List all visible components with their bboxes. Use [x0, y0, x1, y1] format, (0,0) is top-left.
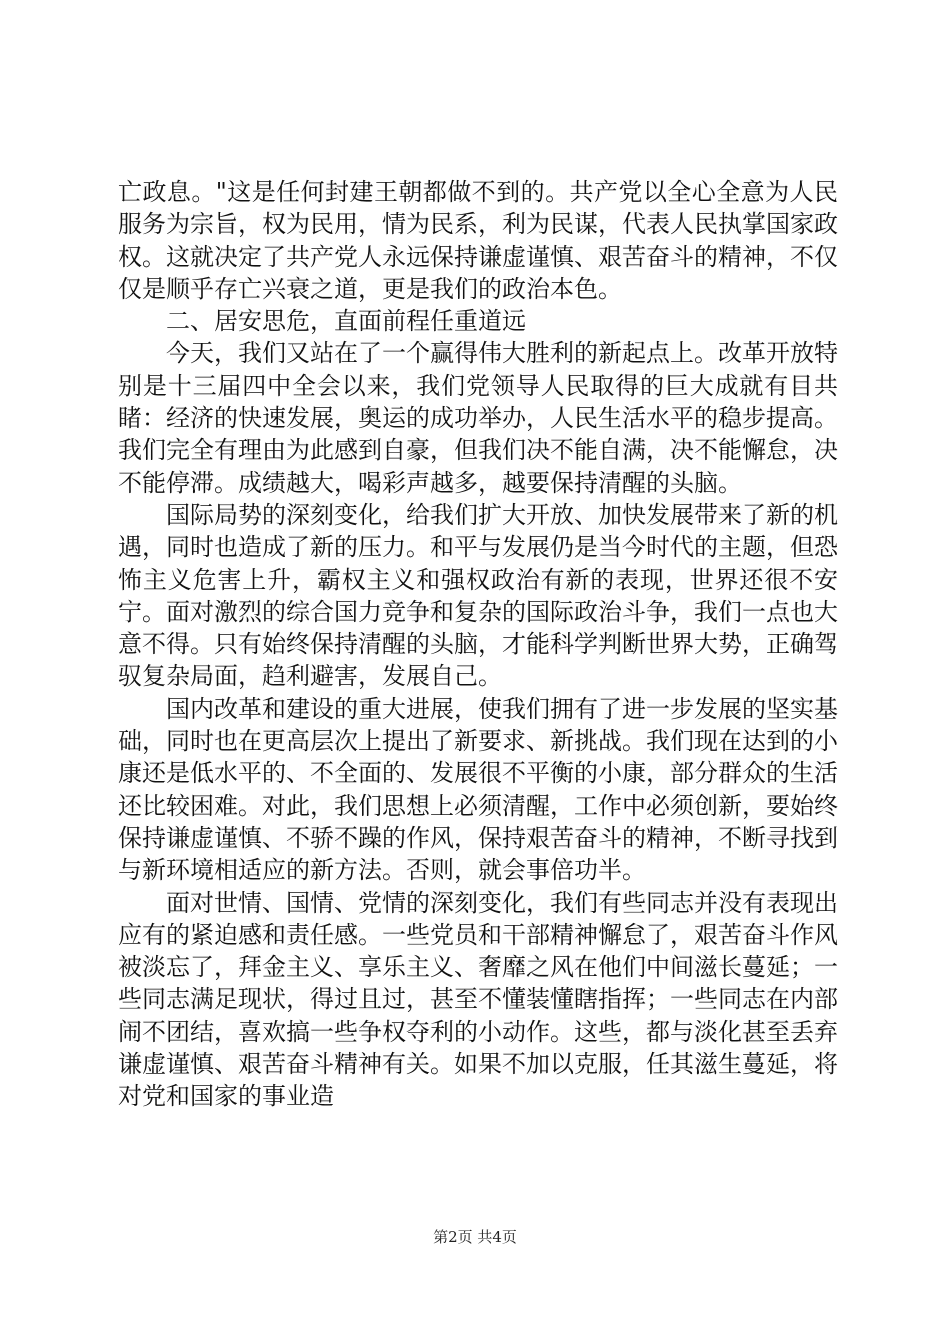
page-footer: 第2页 共4页	[433, 1228, 517, 1246]
paragraph: 国际局势的深刻变化，给我们扩大开放、加快发展带来了新的机遇，同时也造成了新的压力。和平与发展仍是当今时代的主题，但恐怖主义危害上升，霸权主义和强权政治有新的表现，世界还很不安宁。面对激烈的综合国力竞争和复杂的国际政治斗争，我们一点也大意不得。只有始终保持清醒的头脑，才能科学判断世界大势，正确驾驭复杂局面，趋利避害，发展自己。	[118, 500, 838, 691]
body-text	[118, 176, 838, 1113]
paragraph-continuation: 亡政息。"这是任何封建王朝都做不到的。共产党以全心全意为人民服务为宗旨，权为民用，情为民系，利为民谋，代表人民执掌国家政权。这就决定了共产党人永远保持谦虚谨慎、艰苦奋斗的精神，不仅仅是顺乎存亡兴衰之道，更是我们的政治本色。	[118, 178, 838, 303]
paragraph: 国内改革和建设的重大进展，使我们拥有了进一步发展的坚实基础，同时也在更高层次上提出了新要求、新挑战。我们现在达到的小康还是低水平的、不全面的、发展很不平衡的小康，部分群众的生活还比较困难。对此，我们思想上必须清醒，工作中必须创新，要始终保持谦虚谨慎、不骄不躁的作风，保持艰苦奋斗的精神，不断寻找到与新环境相适应的新方法。否则，就会事倍功半。	[118, 694, 838, 885]
paragraph: 今天，我们又站在了一个赢得伟大胜利的新起点上。改革开放特别是十三届四中全会以来，我们党领导人民取得的巨大成就有目共睹：经济的快速发展，奥运的成功举办，人民生活水平的稳步提高。我们完全有理由为此感到自豪，但我们决不能自满，决不能懈怠，决不能停滞。成绩越大，喝彩声越多，越要保持清醒的头脑。	[118, 339, 838, 497]
section-heading: 二、居安思危，直面前程任重道远	[166, 307, 526, 336]
paragraph: 面对世情、国情、党情的深刻变化，我们有些同志并没有表现出应有的紧迫感和责任感。一些党员和干部精神懈怠了，艰苦奋斗作风被淡忘了，拜金主义、享乐主义、奢靡之风在他们中间滋长蔓延；一些同志满足现状，得过且过，甚至不懂装懂瞎指挥；一些同志在内部闹不团结，喜欢搞一些争权夺利的小动作。这些，都与淡化甚至丢弃谦虚谨慎、艰苦奋斗精神有关。如果不加以克服，任其滋生蔓延，将对党和国家的事业造	[118, 888, 838, 1111]
